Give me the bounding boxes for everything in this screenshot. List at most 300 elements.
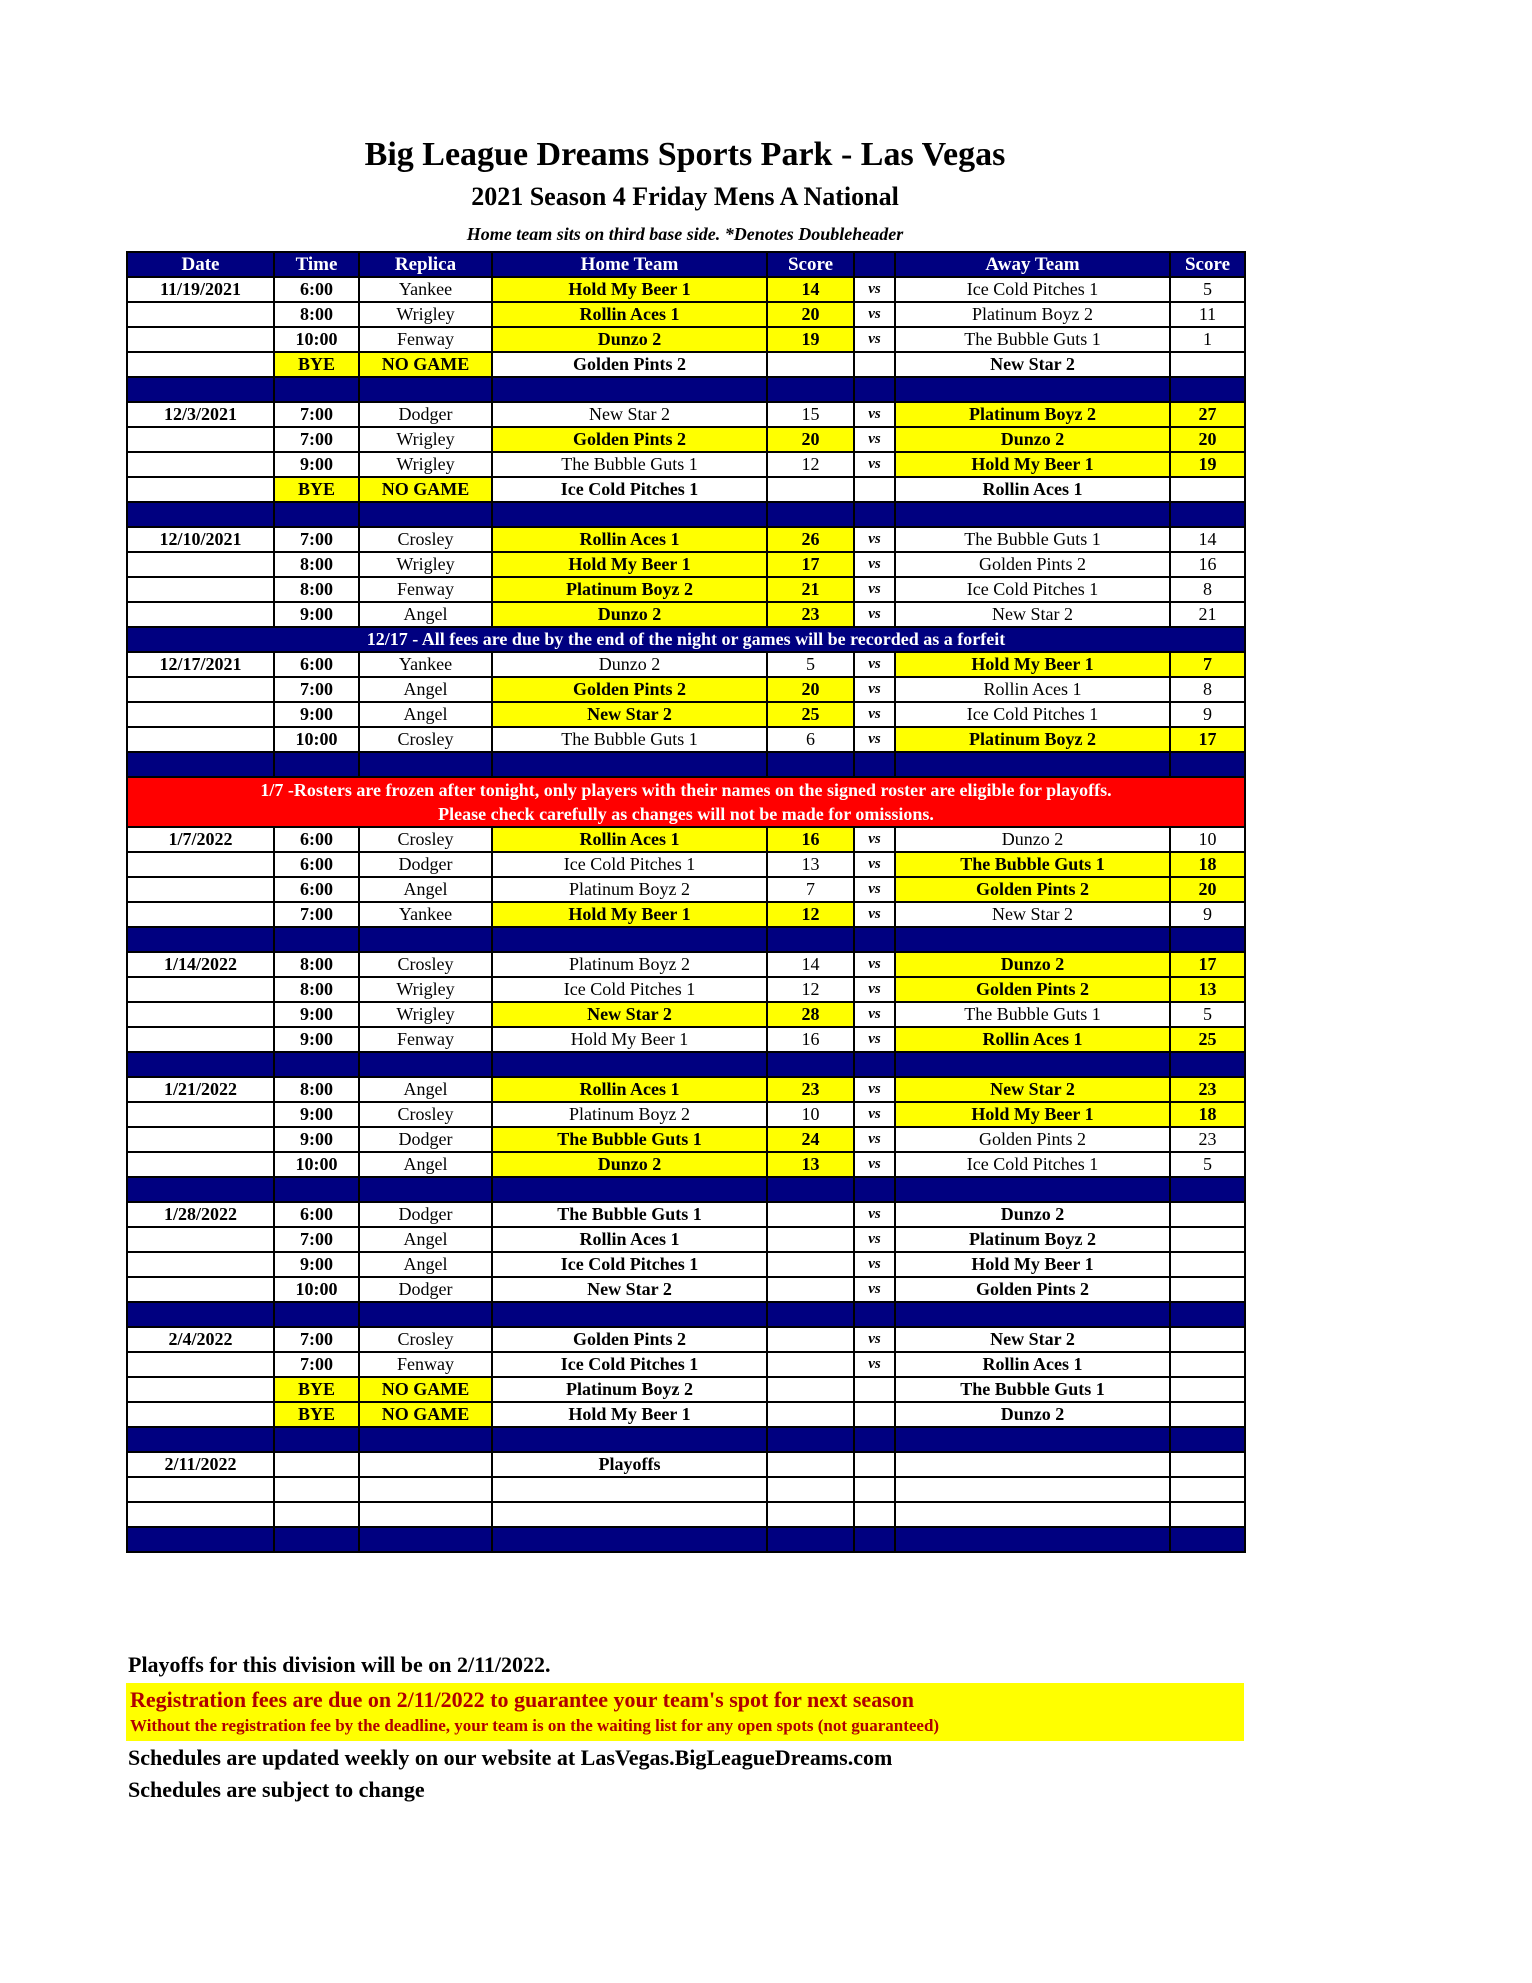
away-score-cell: 19 <box>1170 452 1245 477</box>
home-score-cell: 13 <box>767 1152 854 1177</box>
replica-cell: NO GAME <box>359 477 492 502</box>
separator-cell <box>492 1427 767 1452</box>
game-row <box>127 1477 1245 1502</box>
game-row <box>127 1352 1245 1377</box>
date-cell <box>127 1127 274 1152</box>
separator-row <box>127 377 1245 402</box>
separator-cell <box>895 927 1170 952</box>
vs-cell: vs <box>854 1252 895 1277</box>
time-cell <box>274 1477 359 1502</box>
home-score-cell: 24 <box>767 1127 854 1152</box>
vs-cell: vs <box>854 327 895 352</box>
time-cell: 10:00 <box>274 727 359 752</box>
vs-cell: vs <box>854 552 895 577</box>
away-team-cell: Ice Cold Pitches 1 <box>895 277 1170 302</box>
date-cell <box>127 602 274 627</box>
schedule-table <box>126 251 1246 1553</box>
date-cell <box>127 427 274 452</box>
home-score-cell <box>767 1502 854 1527</box>
separator-cell <box>274 1302 359 1327</box>
time-cell: 10:00 <box>274 1277 359 1302</box>
home-team-cell: The Bubble Guts 1 <box>492 1202 767 1227</box>
separator-cell <box>767 1427 854 1452</box>
game-row <box>127 1002 1245 1027</box>
replica-cell: Fenway <box>359 1352 492 1377</box>
separator-cell <box>854 1302 895 1327</box>
home-score-cell: 10 <box>767 1102 854 1127</box>
time-cell: 7:00 <box>274 402 359 427</box>
away-score-cell: 5 <box>1170 1152 1245 1177</box>
time-cell: 9:00 <box>274 1127 359 1152</box>
separator-cell <box>854 502 895 527</box>
replica-cell: Angel <box>359 1227 492 1252</box>
vs-cell: vs <box>854 1127 895 1152</box>
away-score-cell: 17 <box>1170 952 1245 977</box>
away-score-cell: 8 <box>1170 677 1245 702</box>
game-row <box>127 352 1245 377</box>
vs-cell: vs <box>854 1002 895 1027</box>
home-team-cell: Golden Pints 2 <box>492 427 767 452</box>
home-score-cell: 16 <box>767 827 854 852</box>
replica-cell: Wrigley <box>359 977 492 1002</box>
home-team-cell: Dunzo 2 <box>492 1152 767 1177</box>
replica-cell: Crosley <box>359 952 492 977</box>
replica-cell: Yankee <box>359 277 492 302</box>
vs-cell: vs <box>854 1102 895 1127</box>
time-cell: 8:00 <box>274 952 359 977</box>
home-team-cell: The Bubble Guts 1 <box>492 452 767 477</box>
replica-cell: Angel <box>359 1152 492 1177</box>
away-score-cell: 5 <box>1170 277 1245 302</box>
replica-cell: Crosley <box>359 1102 492 1127</box>
game-row <box>127 1327 1245 1352</box>
home-score-cell: 12 <box>767 977 854 1002</box>
away-score-cell: 1 <box>1170 327 1245 352</box>
home-score-cell: 28 <box>767 1002 854 1027</box>
home-team-cell: Ice Cold Pitches 1 <box>492 1352 767 1377</box>
replica-cell: Yankee <box>359 652 492 677</box>
separator-cell <box>767 1177 854 1202</box>
separator-row <box>127 1427 1245 1452</box>
game-row <box>127 677 1245 702</box>
home-team-cell: New Star 2 <box>492 1277 767 1302</box>
time-cell: 6:00 <box>274 877 359 902</box>
game-row <box>127 327 1245 352</box>
away-score-cell: 8 <box>1170 577 1245 602</box>
vs-cell: vs <box>854 877 895 902</box>
game-row <box>127 1227 1245 1252</box>
separator-cell <box>359 1052 492 1077</box>
away-score-cell <box>1170 1402 1245 1427</box>
game-row <box>127 552 1245 577</box>
date-cell <box>127 852 274 877</box>
replica-cell: Dodger <box>359 1127 492 1152</box>
game-row <box>127 577 1245 602</box>
separator-cell <box>274 752 359 777</box>
home-team-cell: New Star 2 <box>492 1002 767 1027</box>
home-team-cell: Golden Pints 2 <box>492 1327 767 1352</box>
away-team-cell: Ice Cold Pitches 1 <box>895 577 1170 602</box>
home-team-cell: Platinum Boyz 2 <box>492 1102 767 1127</box>
game-row <box>127 852 1245 877</box>
away-team-cell: Platinum Boyz 2 <box>895 302 1170 327</box>
separator-cell <box>767 927 854 952</box>
vs-cell: vs <box>854 427 895 452</box>
separator-cell <box>492 502 767 527</box>
separator-cell <box>274 377 359 402</box>
time-cell: 9:00 <box>274 452 359 477</box>
separator-cell <box>1170 1427 1245 1452</box>
date-cell <box>127 577 274 602</box>
home-score-cell <box>767 1202 854 1227</box>
away-score-cell <box>1170 1202 1245 1227</box>
time-cell: 8:00 <box>274 302 359 327</box>
time-cell: BYE <box>274 1402 359 1427</box>
away-team-cell: The Bubble Guts 1 <box>895 527 1170 552</box>
away-team-cell: Hold My Beer 1 <box>895 1102 1170 1127</box>
time-cell: 6:00 <box>274 1202 359 1227</box>
waiting-list-note: Without the registration fee by the deadline, your team is on the waiting list for any open spots (not guaranteed) <box>130 1716 940 1735</box>
separator-cell <box>1170 1052 1245 1077</box>
replica-cell: Angel <box>359 877 492 902</box>
home-score-cell: 5 <box>767 652 854 677</box>
home-score-cell <box>767 477 854 502</box>
away-score-cell <box>1170 1252 1245 1277</box>
notice-row <box>127 627 1245 652</box>
separator-cell <box>895 1527 1170 1552</box>
home-score-cell: 14 <box>767 277 854 302</box>
time-cell: 9:00 <box>274 1252 359 1277</box>
home-team-cell: Platinum Boyz 2 <box>492 877 767 902</box>
away-team-cell: The Bubble Guts 1 <box>895 327 1170 352</box>
game-row <box>127 477 1245 502</box>
col-header <box>854 252 895 277</box>
separator-cell <box>359 1177 492 1202</box>
replica-cell: NO GAME <box>359 1377 492 1402</box>
separator-cell <box>1170 377 1245 402</box>
separator-cell <box>492 1177 767 1202</box>
time-cell: 10:00 <box>274 1152 359 1177</box>
separator-cell <box>274 927 359 952</box>
home-team-cell: Hold My Beer 1 <box>492 277 767 302</box>
separator-cell <box>127 752 274 777</box>
home-score-cell: 17 <box>767 552 854 577</box>
alert-line: 1/7 -Rosters are frozen after tonight, only players with their names on the signed roster are eligible for playoffs. <box>260 780 1112 800</box>
separator-cell <box>127 502 274 527</box>
home-team-cell: Rollin Aces 1 <box>492 302 767 327</box>
date-cell <box>127 302 274 327</box>
away-team-cell: Platinum Boyz 2 <box>895 402 1170 427</box>
separator-cell <box>127 927 274 952</box>
vs-cell <box>854 352 895 377</box>
away-team-cell: Dunzo 2 <box>895 827 1170 852</box>
time-cell: 6:00 <box>274 827 359 852</box>
vs-cell: vs <box>854 1152 895 1177</box>
header-row <box>127 252 1245 277</box>
date-cell <box>127 1027 274 1052</box>
replica-cell: Crosley <box>359 727 492 752</box>
away-score-cell: 20 <box>1170 877 1245 902</box>
separator-cell <box>1170 752 1245 777</box>
separator-row <box>127 1177 1245 1202</box>
away-team-cell: Platinum Boyz 2 <box>895 1227 1170 1252</box>
away-team-cell: Rollin Aces 1 <box>895 1027 1170 1052</box>
separator-cell <box>854 1427 895 1452</box>
separator-cell <box>895 377 1170 402</box>
away-team-cell: The Bubble Guts 1 <box>895 1002 1170 1027</box>
col-header: Time <box>274 252 359 277</box>
away-score-cell: 14 <box>1170 527 1245 552</box>
date-cell <box>127 727 274 752</box>
game-row <box>127 277 1245 302</box>
replica-cell: Fenway <box>359 577 492 602</box>
separator-cell <box>274 1427 359 1452</box>
home-team-cell: Golden Pints 2 <box>492 677 767 702</box>
home-score-cell: 16 <box>767 1027 854 1052</box>
away-team-cell: Golden Pints 2 <box>895 1127 1170 1152</box>
time-cell: 9:00 <box>274 1102 359 1127</box>
time-cell: 6:00 <box>274 652 359 677</box>
separator-cell <box>492 752 767 777</box>
replica-cell: NO GAME <box>359 352 492 377</box>
time-cell: 9:00 <box>274 702 359 727</box>
game-row <box>127 727 1245 752</box>
home-score-cell: 14 <box>767 952 854 977</box>
home-team-cell: Platinum Boyz 2 <box>492 1377 767 1402</box>
game-row <box>127 827 1245 852</box>
vs-cell: vs <box>854 1352 895 1377</box>
vs-cell: vs <box>854 652 895 677</box>
game-row <box>127 1027 1245 1052</box>
home-team-cell: Rollin Aces 1 <box>492 527 767 552</box>
replica-cell: Dodger <box>359 1277 492 1302</box>
replica-cell: Dodger <box>359 1202 492 1227</box>
game-row <box>127 902 1245 927</box>
away-team-cell: Golden Pints 2 <box>895 552 1170 577</box>
alert-cell <box>127 777 1245 827</box>
date-cell <box>127 1227 274 1252</box>
separator-cell <box>274 1177 359 1202</box>
alert-row <box>127 777 1245 827</box>
game-row <box>127 1452 1245 1477</box>
away-score-cell: 20 <box>1170 427 1245 452</box>
replica-cell: Crosley <box>359 1327 492 1352</box>
away-team-cell: Platinum Boyz 2 <box>895 727 1170 752</box>
separator-cell <box>1170 502 1245 527</box>
home-score-cell: 6 <box>767 727 854 752</box>
separator-row <box>127 752 1245 777</box>
home-team-cell <box>492 1502 767 1527</box>
home-score-cell: 20 <box>767 677 854 702</box>
replica-cell: Angel <box>359 1252 492 1277</box>
game-row <box>127 877 1245 902</box>
away-score-cell: 9 <box>1170 702 1245 727</box>
separator-row <box>127 927 1245 952</box>
replica-cell: Wrigley <box>359 1002 492 1027</box>
home-team-cell: Ice Cold Pitches 1 <box>492 1252 767 1277</box>
replica-cell: Fenway <box>359 1027 492 1052</box>
home-team-cell <box>492 1477 767 1502</box>
separator-cell <box>767 377 854 402</box>
home-team-cell: The Bubble Guts 1 <box>492 727 767 752</box>
replica-cell: Wrigley <box>359 427 492 452</box>
vs-cell: vs <box>854 1202 895 1227</box>
separator-cell <box>359 502 492 527</box>
game-row <box>127 402 1245 427</box>
separator-cell <box>274 502 359 527</box>
home-team-cell: Ice Cold Pitches 1 <box>492 852 767 877</box>
home-team-cell: The Bubble Guts 1 <box>492 1127 767 1152</box>
replica-cell <box>359 1477 492 1502</box>
replica-cell: Angel <box>359 702 492 727</box>
home-team-cell: New Star 2 <box>492 402 767 427</box>
separator-cell <box>895 1052 1170 1077</box>
separator-cell <box>854 1177 895 1202</box>
away-score-cell: 25 <box>1170 1027 1245 1052</box>
time-cell: 10:00 <box>274 327 359 352</box>
home-team-cell: Playoffs <box>492 1452 767 1477</box>
replica-cell <box>359 1502 492 1527</box>
home-score-cell: 7 <box>767 877 854 902</box>
page-title: Big League Dreams Sports Park - Las Vegas <box>364 136 1006 173</box>
time-cell: 7:00 <box>274 427 359 452</box>
game-row <box>127 1127 1245 1152</box>
separator-cell <box>359 377 492 402</box>
vs-cell: vs <box>854 677 895 702</box>
away-score-cell: 18 <box>1170 852 1245 877</box>
away-score-cell: 10 <box>1170 827 1245 852</box>
separator-cell <box>767 502 854 527</box>
away-score-cell: 21 <box>1170 602 1245 627</box>
date-cell: 11/19/2021 <box>127 277 274 302</box>
replica-cell: Crosley <box>359 827 492 852</box>
vs-cell: vs <box>854 602 895 627</box>
separator-cell <box>359 1302 492 1327</box>
home-team-cell: Platinum Boyz 2 <box>492 952 767 977</box>
home-score-cell: 25 <box>767 702 854 727</box>
separator-cell <box>492 1527 767 1552</box>
separator-cell <box>492 1052 767 1077</box>
home-score-cell: 20 <box>767 427 854 452</box>
vs-cell: vs <box>854 727 895 752</box>
replica-cell <box>359 1452 492 1477</box>
date-cell: 1/28/2022 <box>127 1202 274 1227</box>
col-header: Home Team <box>492 252 767 277</box>
home-team-cell: Rollin Aces 1 <box>492 1227 767 1252</box>
separator-cell <box>895 1302 1170 1327</box>
separator-cell <box>127 377 274 402</box>
vs-cell <box>854 1402 895 1427</box>
separator-cell <box>492 927 767 952</box>
separator-cell <box>854 927 895 952</box>
replica-cell: Wrigley <box>359 302 492 327</box>
separator-cell <box>854 1527 895 1552</box>
date-cell <box>127 702 274 727</box>
separator-cell <box>767 752 854 777</box>
away-team-cell: The Bubble Guts 1 <box>895 1377 1170 1402</box>
separator-cell <box>767 1527 854 1552</box>
away-team-cell: Ice Cold Pitches 1 <box>895 702 1170 727</box>
separator-cell <box>895 752 1170 777</box>
vs-cell: vs <box>854 702 895 727</box>
home-score-cell: 12 <box>767 452 854 477</box>
away-score-cell: 23 <box>1170 1077 1245 1102</box>
home-team-cell: Platinum Boyz 2 <box>492 577 767 602</box>
home-team-cell: New Star 2 <box>492 702 767 727</box>
away-score-cell: 18 <box>1170 1102 1245 1127</box>
vs-cell: vs <box>854 277 895 302</box>
separator-cell <box>274 1052 359 1077</box>
date-cell <box>127 1377 274 1402</box>
away-score-cell: 27 <box>1170 402 1245 427</box>
date-cell <box>127 1277 274 1302</box>
date-cell: 1/21/2022 <box>127 1077 274 1102</box>
away-team-cell: Rollin Aces 1 <box>895 677 1170 702</box>
replica-cell: Fenway <box>359 327 492 352</box>
away-score-cell: 17 <box>1170 727 1245 752</box>
separator-cell <box>127 1052 274 1077</box>
away-score-cell <box>1170 1327 1245 1352</box>
date-cell <box>127 1102 274 1127</box>
vs-cell: vs <box>854 1277 895 1302</box>
page-subtitle: 2021 Season 4 Friday Mens A National <box>471 182 899 211</box>
separator-cell <box>1170 1302 1245 1327</box>
separator-cell <box>127 1527 274 1552</box>
separator-row <box>127 1302 1245 1327</box>
game-row <box>127 1277 1245 1302</box>
replica-cell: Dodger <box>359 852 492 877</box>
game-row <box>127 1402 1245 1427</box>
game-row <box>127 652 1245 677</box>
replica-cell: NO GAME <box>359 1402 492 1427</box>
away-score-cell <box>1170 477 1245 502</box>
date-cell: 1/14/2022 <box>127 952 274 977</box>
home-team-cell: Golden Pints 2 <box>492 352 767 377</box>
date-cell <box>127 1477 274 1502</box>
home-score-cell <box>767 1252 854 1277</box>
date-cell <box>127 477 274 502</box>
away-team-cell: Dunzo 2 <box>895 1202 1170 1227</box>
game-row <box>127 1202 1245 1227</box>
time-cell: 7:00 <box>274 677 359 702</box>
home-score-cell <box>767 1327 854 1352</box>
date-cell <box>127 977 274 1002</box>
away-score-cell <box>1170 352 1245 377</box>
game-row <box>127 452 1245 477</box>
game-row <box>127 427 1245 452</box>
date-cell: 12/10/2021 <box>127 527 274 552</box>
vs-cell: vs <box>854 852 895 877</box>
game-row <box>127 1102 1245 1127</box>
date-cell: 2/11/2022 <box>127 1452 274 1477</box>
time-cell: BYE <box>274 477 359 502</box>
game-row <box>127 1152 1245 1177</box>
notice-text: 12/17 - All fees are due by the end of the night or games will be recorded as a forfeit <box>127 627 1245 652</box>
home-score-cell <box>767 1477 854 1502</box>
away-team-cell <box>895 1502 1170 1527</box>
vs-cell <box>854 1502 895 1527</box>
game-row <box>127 1077 1245 1102</box>
separator-cell <box>359 1427 492 1452</box>
away-team-cell: Dunzo 2 <box>895 1402 1170 1427</box>
vs-cell: vs <box>854 302 895 327</box>
home-team-cell: Ice Cold Pitches 1 <box>492 977 767 1002</box>
away-score-cell <box>1170 1352 1245 1377</box>
alert-line: Please check carefully as changes will not be made for omissions. <box>438 804 934 824</box>
replica-cell: Yankee <box>359 902 492 927</box>
home-score-cell <box>767 1377 854 1402</box>
date-cell <box>127 877 274 902</box>
